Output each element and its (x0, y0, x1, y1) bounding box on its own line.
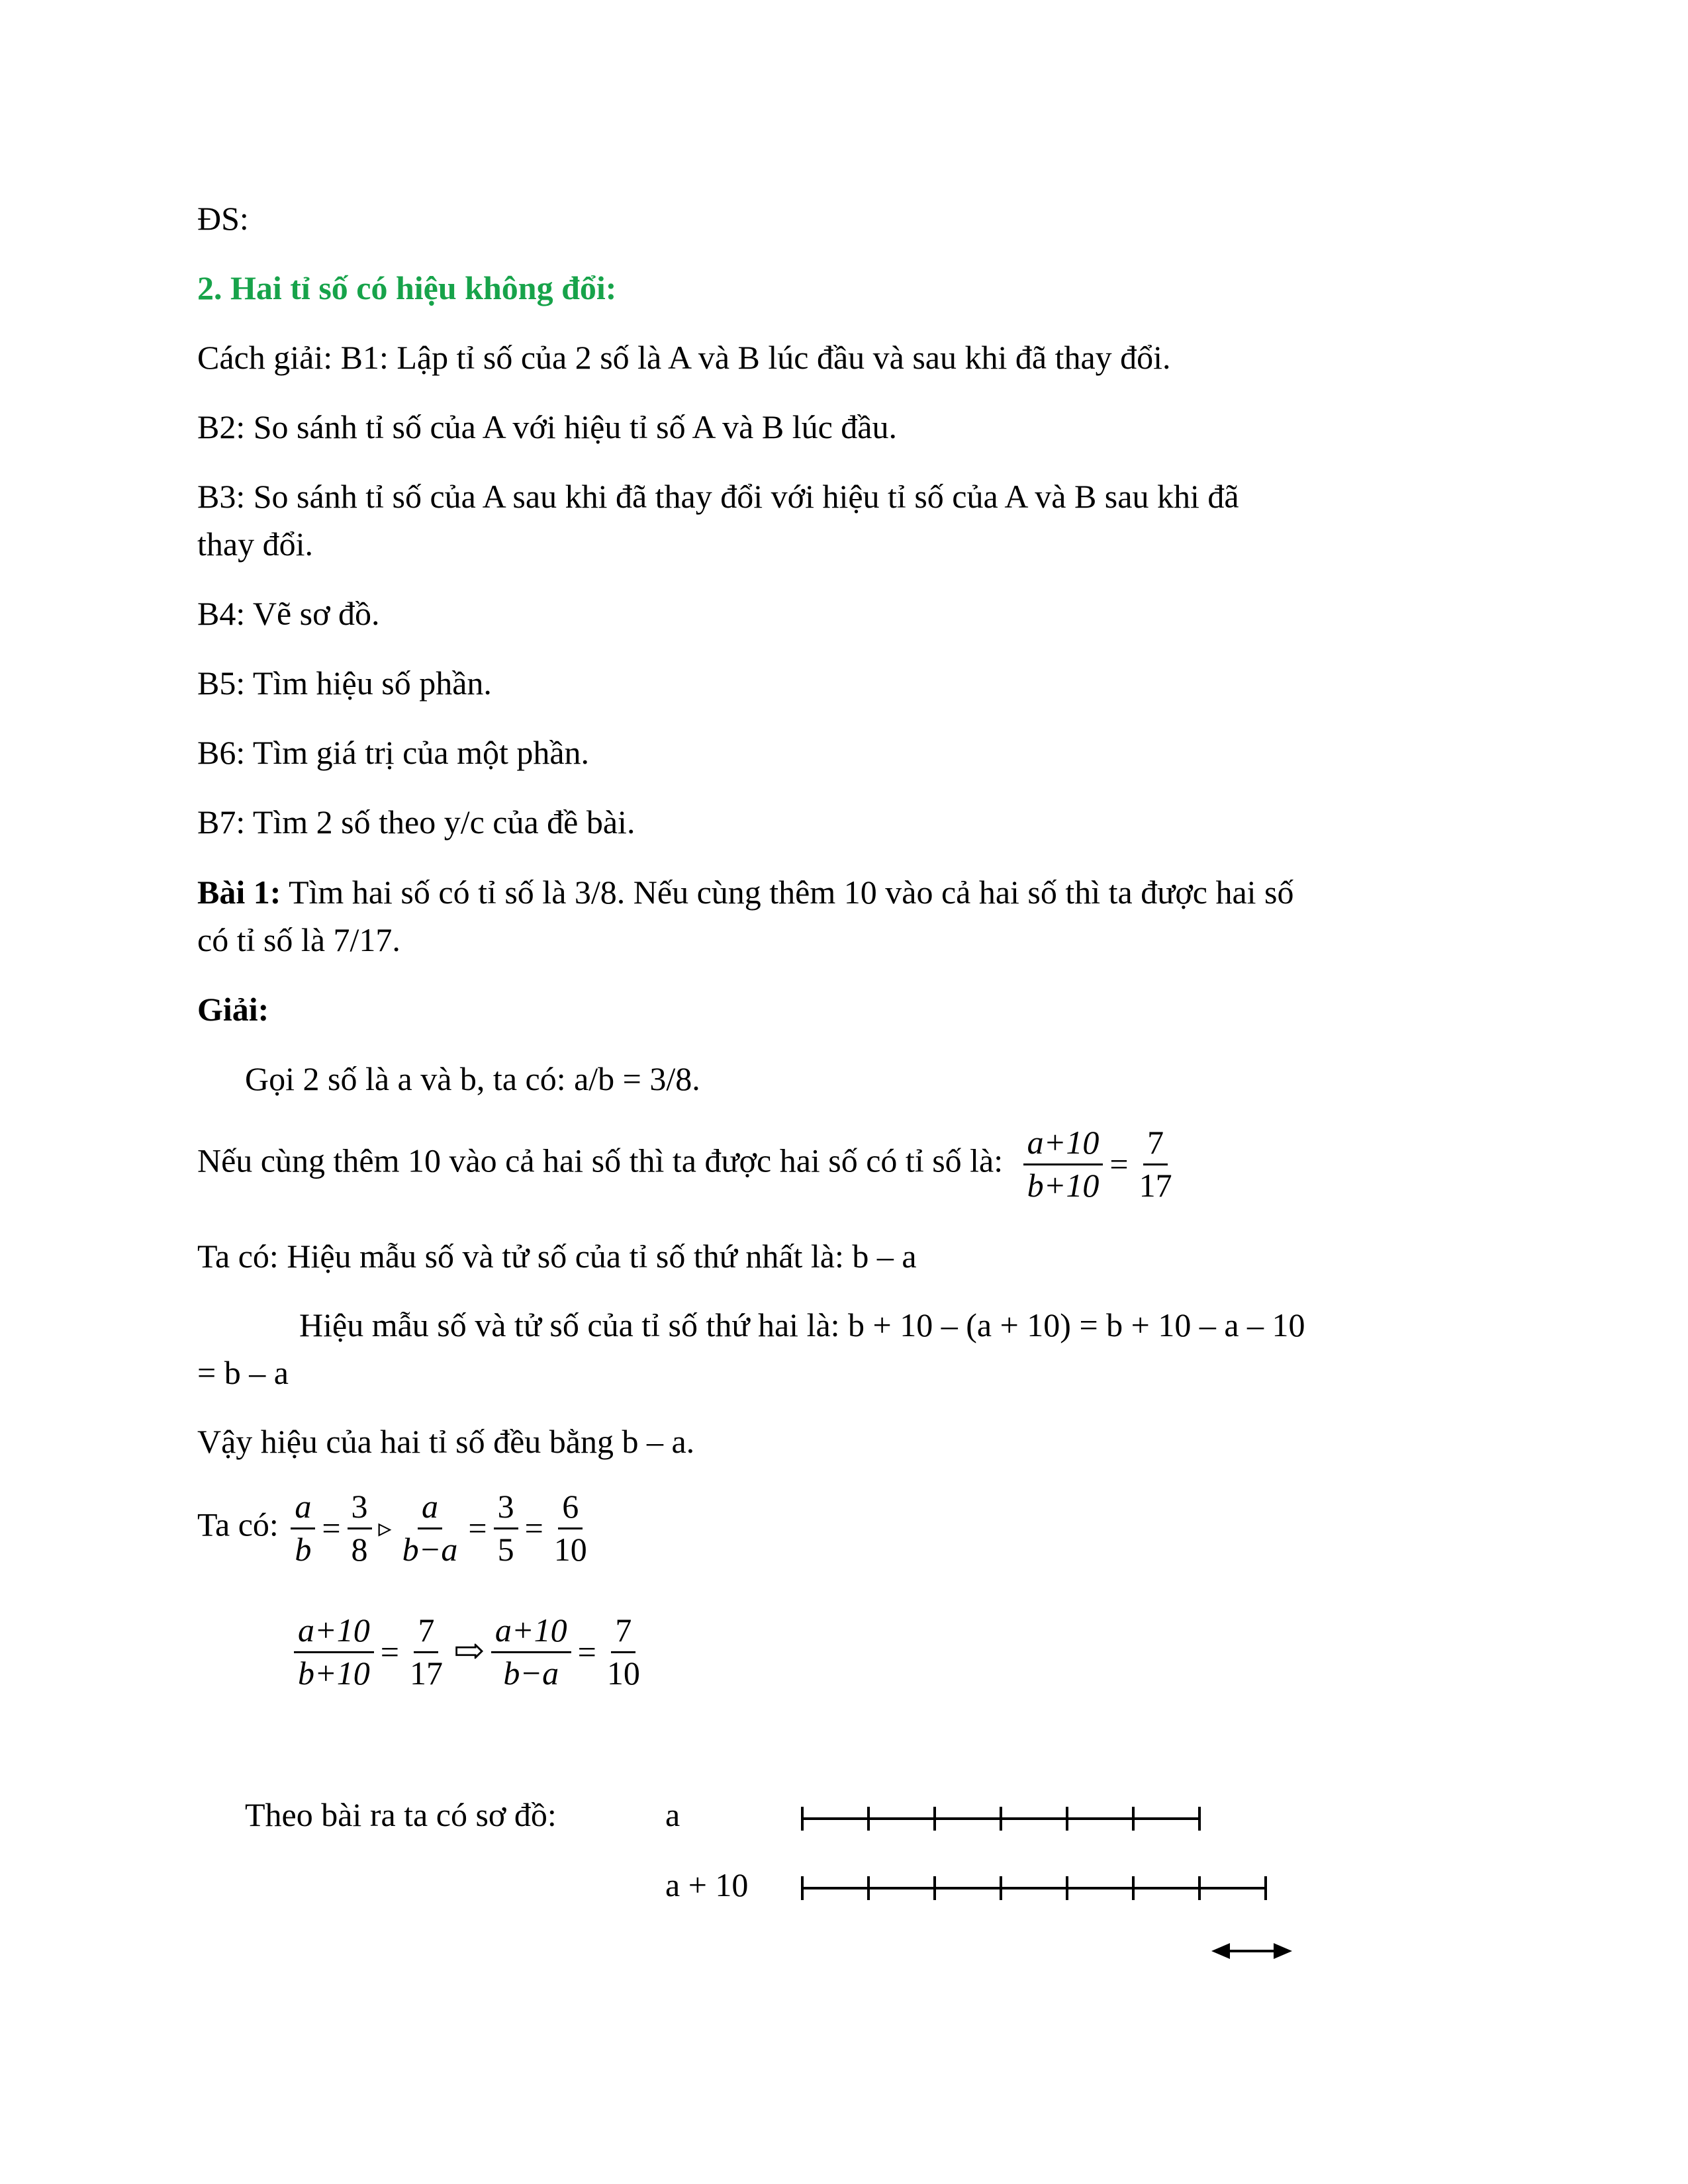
numerator: 3 (348, 1488, 372, 1529)
denominator: 5 (497, 1530, 514, 1568)
conclusion-line: Vậy hiệu của hai tỉ số đều bằng b – a. (197, 1423, 695, 1460)
numerator: 7 (611, 1612, 635, 1653)
equals-sign: = (524, 1510, 543, 1547)
implies-arrow-icon: ▹ (378, 1513, 392, 1543)
numerator: a (418, 1488, 442, 1529)
double-arrow-icon (1211, 1943, 1292, 1959)
denominator: b+10 (1027, 1166, 1100, 1204)
ds-line: ĐS: (197, 200, 249, 237)
denominator: 10 (553, 1530, 587, 1568)
diagram-label-a: a (665, 1796, 680, 1833)
diagram-intro: Theo bài ra ta có sơ đồ: (245, 1796, 557, 1833)
equals-sign: = (380, 1633, 399, 1670)
denominator: b+10 (298, 1654, 370, 1692)
denominator: b−a (503, 1654, 559, 1692)
numerator: a+10 (294, 1612, 374, 1653)
exercise-1-text: Tìm hai số có tỉ số là 3/8. Nếu cùng thêm 10 vào cả hai số thì ta được hai số (281, 874, 1294, 911)
step-5: B5: Tìm hiệu số phần. (197, 664, 492, 702)
step-3-line-1: B3: So sánh tỉ số của A sau khi đã thay đổi với hiệu tỉ số của A và B sau khi đã (197, 478, 1239, 515)
denominator: b (295, 1530, 312, 1568)
numerator: a (291, 1488, 315, 1529)
step-4: B4: Vẽ sơ đồ. (197, 595, 380, 632)
we-have-label: Ta có: (197, 1506, 279, 1543)
equals-sign: = (1109, 1146, 1129, 1183)
numerator: 6 (558, 1488, 583, 1529)
numerator: 3 (494, 1488, 518, 1529)
step-2: B2: So sánh tỉ số của A với hiệu tỉ số A và B lúc đầu. (197, 408, 897, 445)
if-add-text: Nếu cùng thêm 10 vào cả hai số thì ta được hai số có tỉ số là: (197, 1142, 1004, 1179)
denominator: 8 (351, 1530, 368, 1568)
solution-label: Giải: (197, 991, 269, 1028)
let-line: Gọi 2 số là a và b, ta có: a/b = 3/8. (245, 1060, 700, 1097)
exercise-1-label: Bài 1: (197, 874, 281, 911)
numerator: a+10 (1023, 1124, 1103, 1165)
difference-2-line-1: Hiệu mẫu số và tử số của tỉ số thứ hai là: b + 10 – (a + 10) = b + 10 – a – 10 (299, 1306, 1305, 1343)
denominator: 10 (606, 1654, 640, 1692)
numerator: 7 (414, 1612, 438, 1653)
exercise-1-line-2: có tỉ số là 7/17. (197, 921, 400, 958)
section-heading: 2. Hai tỉ số có hiệu không đổi: (197, 269, 617, 306)
equals-sign: = (577, 1633, 596, 1670)
denominator: 17 (409, 1654, 443, 1692)
step-3-line-2: thay đổi. (197, 525, 313, 563)
bar-a-plus-10 (802, 1876, 1266, 1900)
bar-a (802, 1807, 1199, 1831)
equals-sign: = (468, 1510, 487, 1547)
block-arrow-icon: ⇨ (453, 1631, 485, 1672)
difference-1: Ta có: Hiệu mẫu số và tử số của tỉ số thứ nhất là: b – a (197, 1238, 917, 1275)
difference-2-line-2: = b – a (197, 1354, 289, 1391)
numerator: a+10 (491, 1612, 571, 1653)
step-6: B6: Tìm giá trị của một phần. (197, 734, 590, 771)
diagram-label-a-plus-10: a + 10 (665, 1866, 749, 1903)
equals-sign: = (322, 1510, 341, 1547)
numerator: 7 (1143, 1124, 1168, 1165)
step-7: B7: Tìm 2 số theo y/c của đề bài. (197, 803, 635, 841)
step-1: Cách giải: B1: Lập tỉ số của 2 số là A và B lúc đầu và sau khi đã thay đổi. (197, 339, 1171, 376)
denominator: b−a (402, 1530, 458, 1568)
denominator: 17 (1139, 1166, 1172, 1204)
